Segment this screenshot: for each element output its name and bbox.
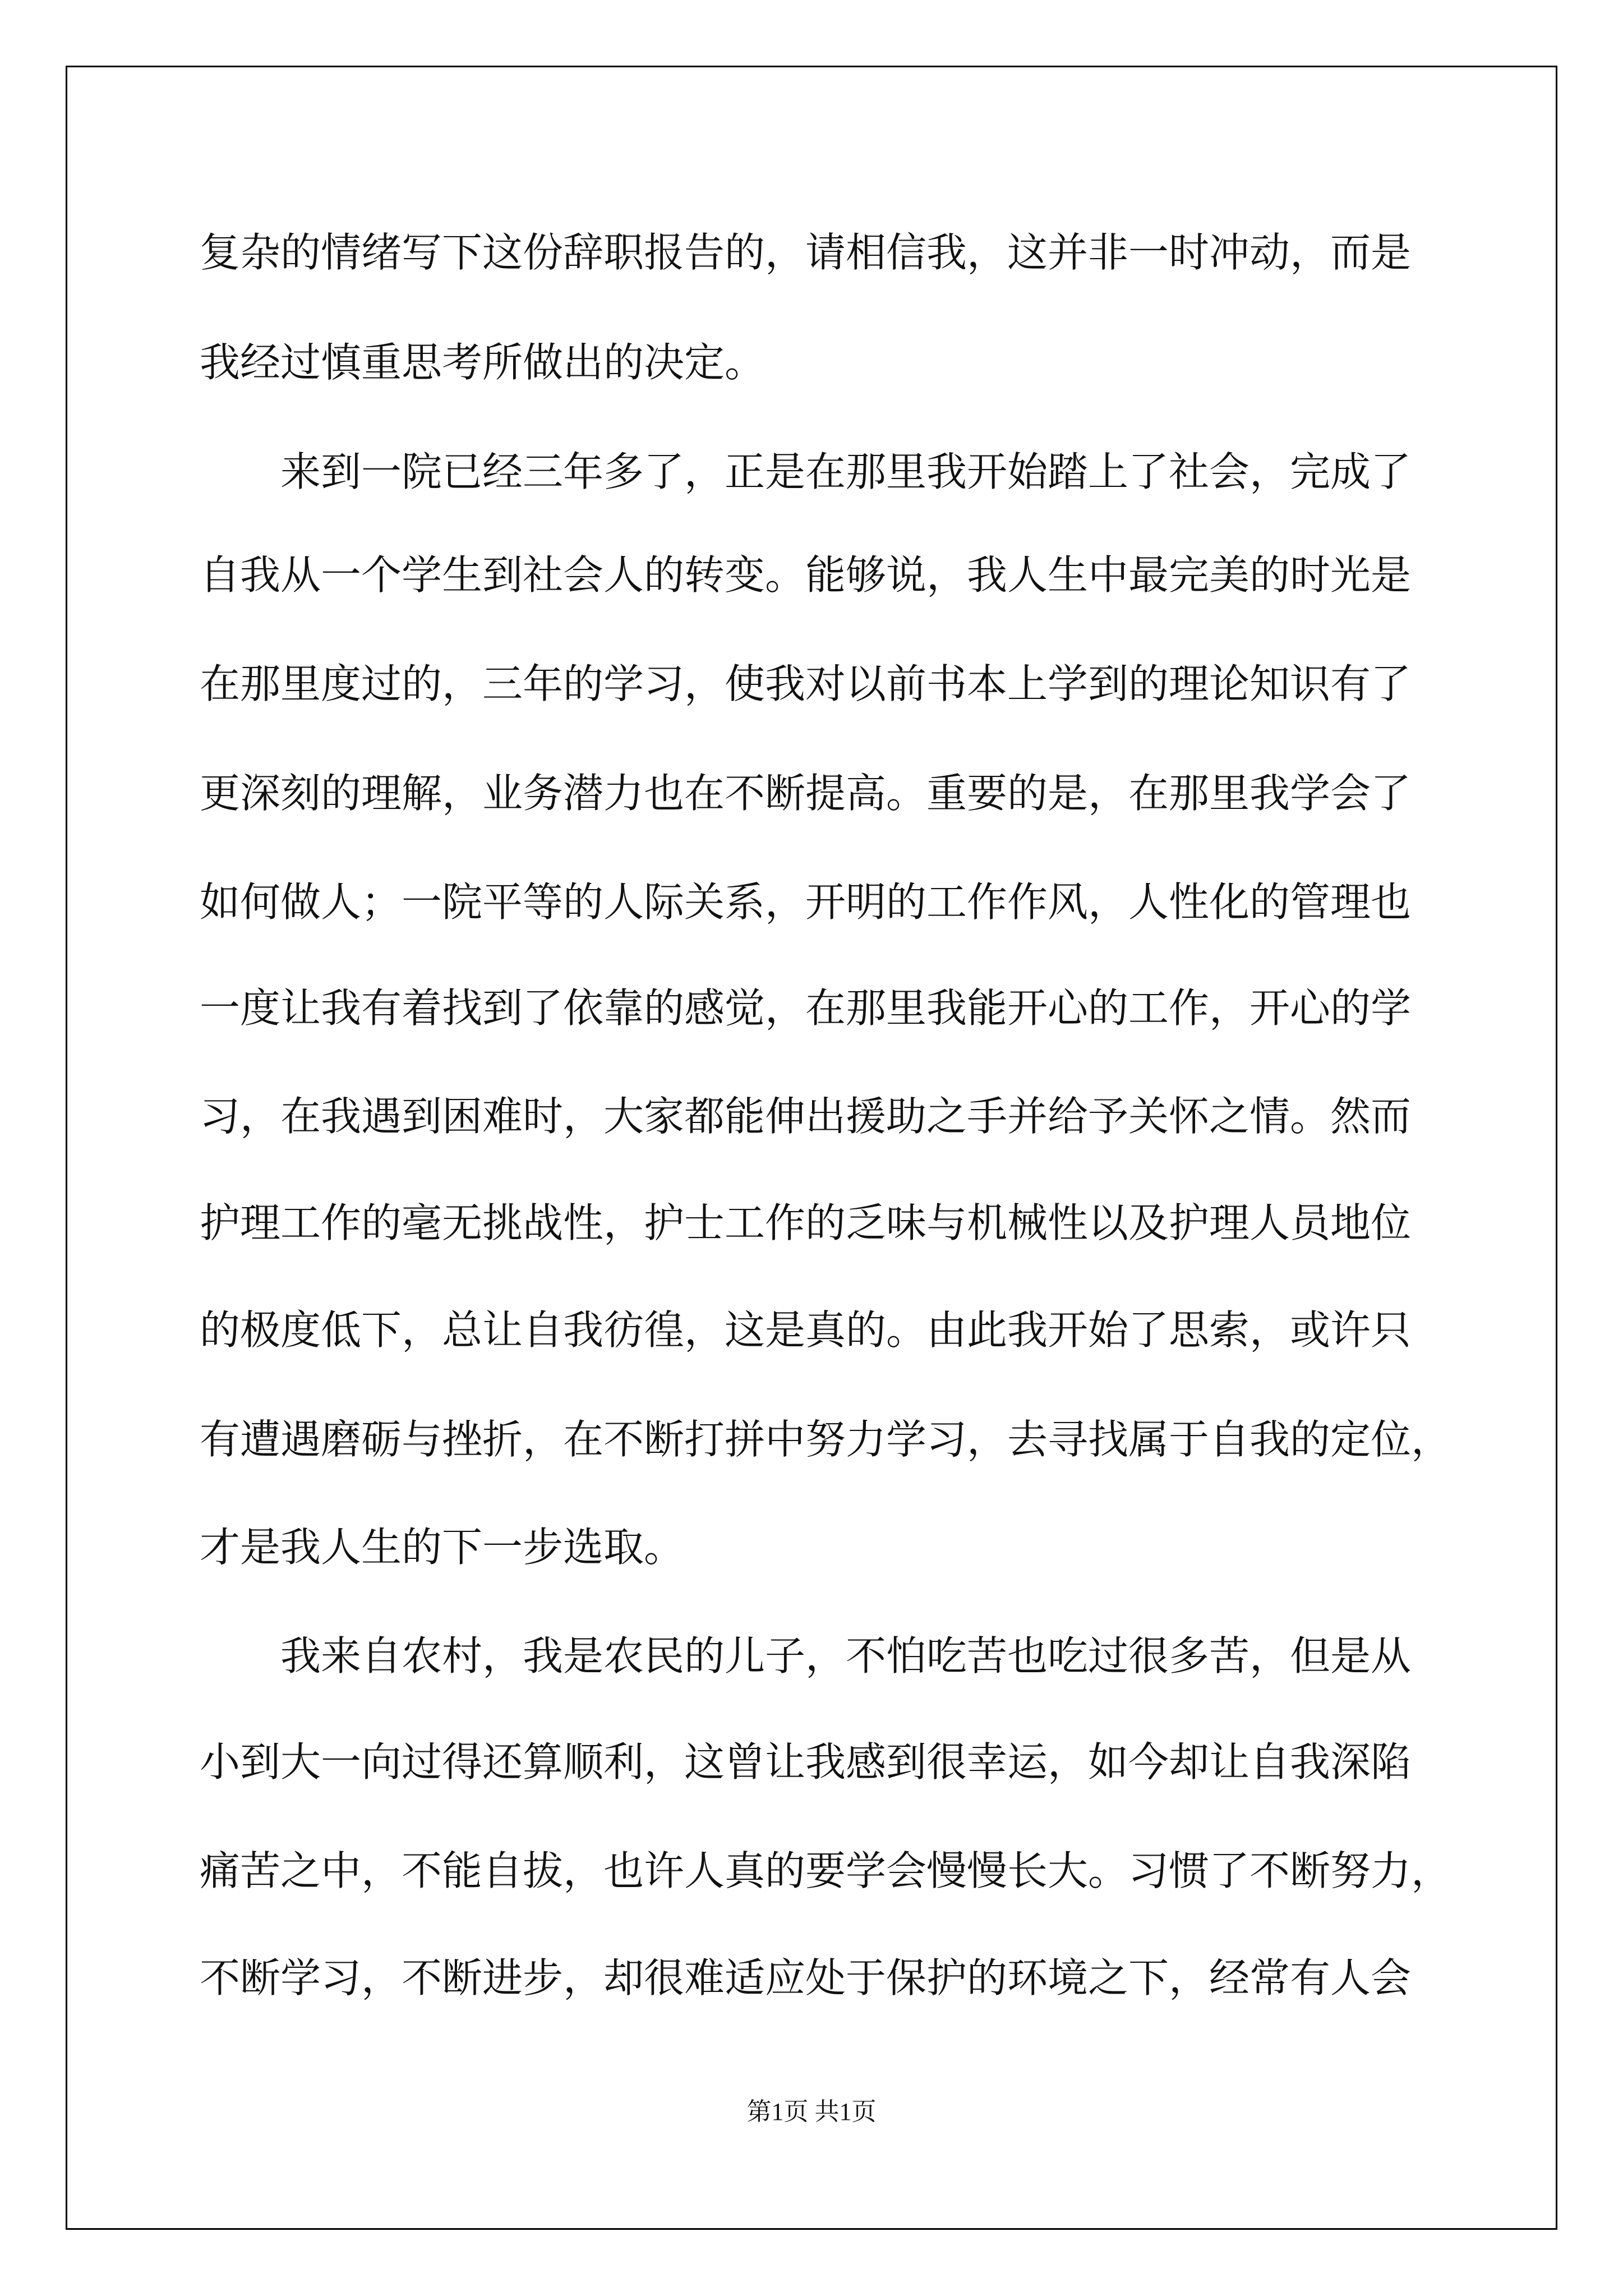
text-line: 小到大一向过得还算顺利，这曾让我感到很幸运，如今却让自我深陷 (200, 1738, 1412, 1786)
text-line: 一度让我有着找到了依靠的感觉，在那里我能开心的工作，开心的学 (200, 984, 1412, 1032)
text-line: 痛苦之中，不能自拔，也许人真的要学会慢慢长大。习惯了不断努力， (200, 1847, 1452, 1894)
paragraph-first-line: 来到一院已经三年多了，正是在那里我开始踏上了社会，完成了 (280, 448, 1412, 495)
text-line: 才是我人生的下一步选取。 (200, 1524, 685, 1571)
page-border (66, 66, 1557, 2230)
text-line: 自我从一个学生到社会人的转变。能够说，我人生中最完美的时光是 (200, 551, 1412, 599)
text-line: 更深刻的理解，业务潜力也在不断提高。重要的是，在那里我学会了 (200, 770, 1412, 817)
text-line: 护理工作的毫无挑战性，护士工作的乏味与机械性以及护理人员地位 (200, 1199, 1412, 1246)
text-line: 的极度低下，总让自我彷徨，这是真的。由此我开始了思索，或许只 (200, 1306, 1412, 1354)
text-line: 复杂的情绪写下这份辞职报告的，请相信我，这并非一时冲动，而是 (200, 229, 1412, 276)
text-line: 如何做人；一院平等的人际关系，开明的工作作风，人性化的管理也 (200, 878, 1412, 926)
text-line: 有遭遇磨砺与挫折，在不断打拼中努力学习，去寻找属于自我的定位， (200, 1416, 1452, 1463)
text-line: 习，在我遇到困难时，大家都能伸出援助之手并给予关怀之情。然而 (200, 1093, 1412, 1140)
text-line: 不断学习，不断进步，却很难适应处于保护的环境之下，经常有人会 (200, 1954, 1412, 2001)
paragraph-first-line: 我来自农村，我是农民的儿子，不怕吃苦也吃过很多苦，但是从 (280, 1632, 1412, 1680)
page-footer: 第1页 共1页 (746, 2098, 877, 2125)
text-line: 在那里度过的，三年的学习，使我对以前书本上学到的理论知识有了 (200, 660, 1412, 707)
text-line: 我经过慎重思考所做出的决定。 (200, 339, 766, 386)
